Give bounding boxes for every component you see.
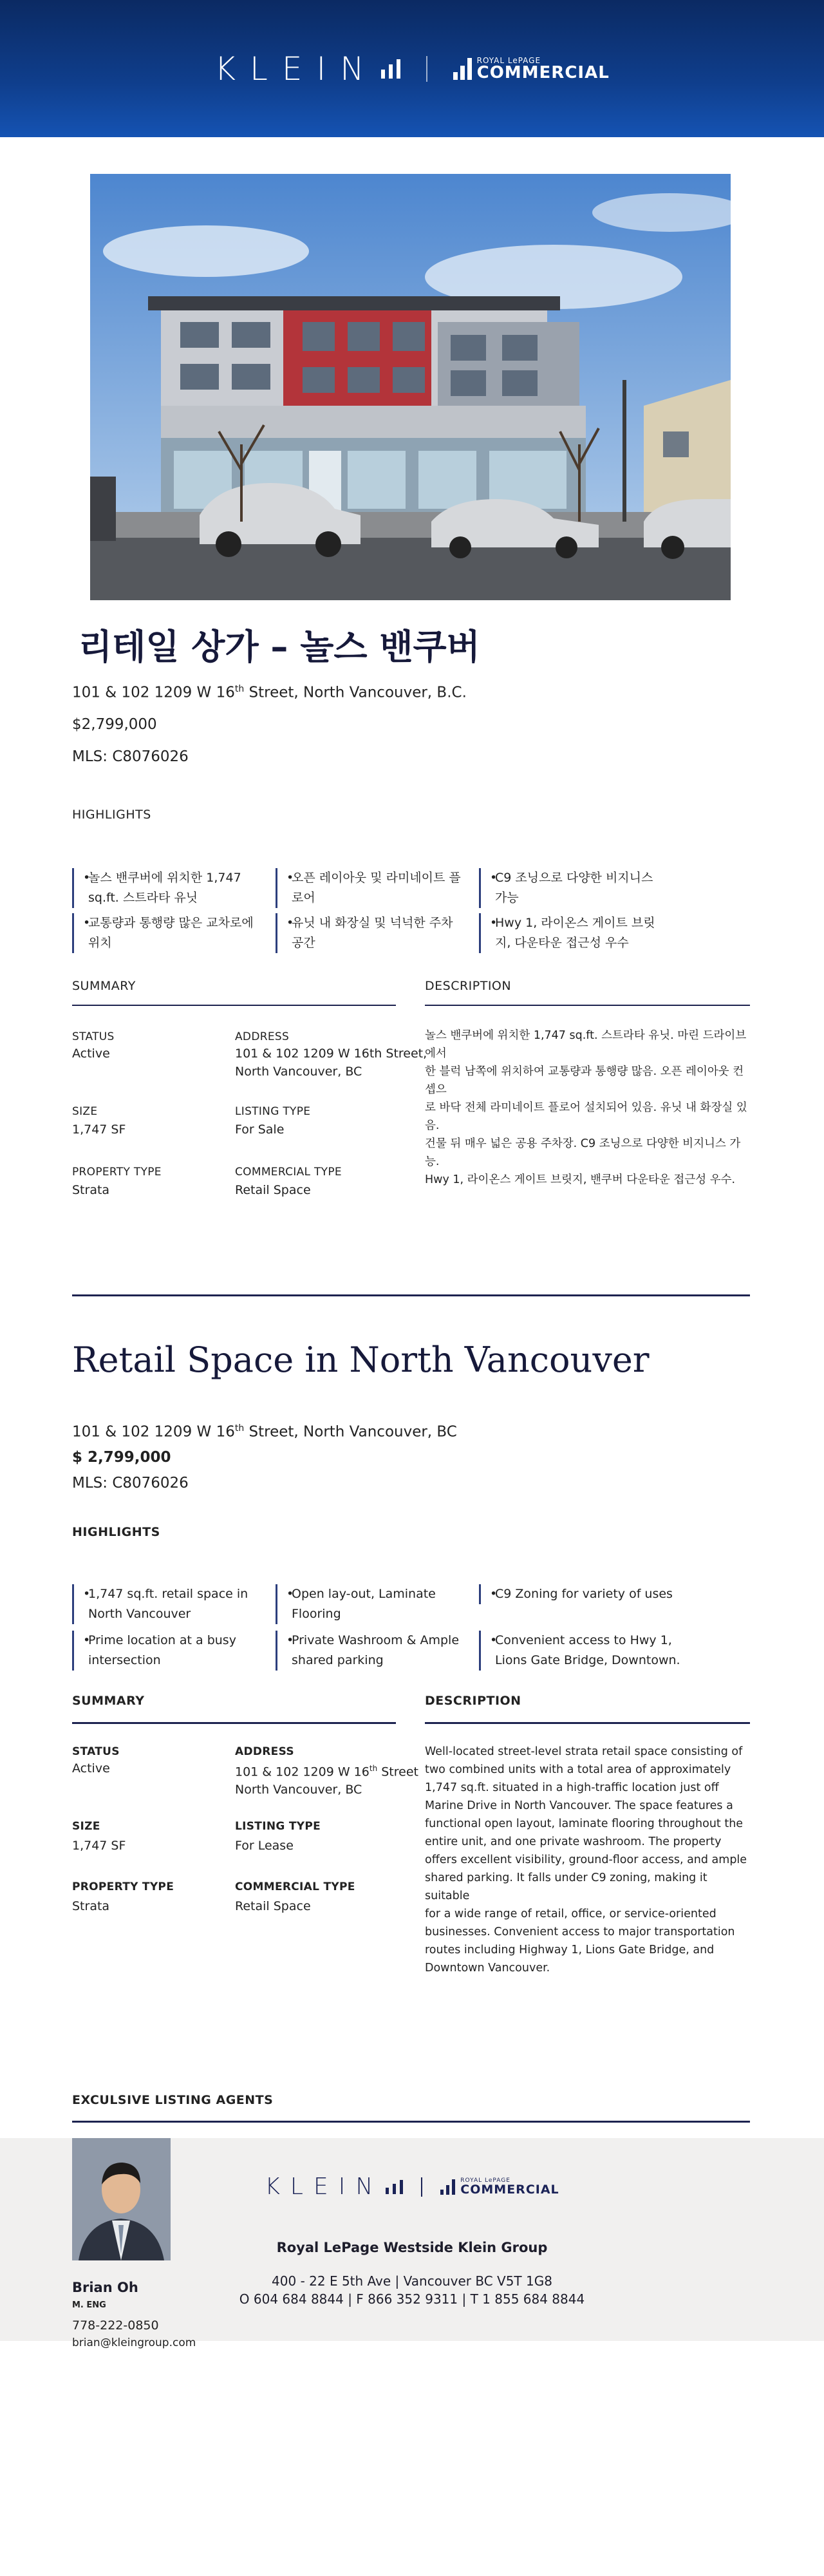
korean-highlight-item: • 오픈 레이아웃 및 라미네이트 플 로어 — [276, 868, 469, 908]
korean-description-text: 놀스 밴쿠버에 위치한 1,747 sq.ft. 스트라타 유닛. 마린 드라이브에서 한 블럭 남쪽에 위치하여 교통량과 통행량 많음. 오픈 레이아웃 컨셉으 로 바닥 전체 라미네이트 플로어 설치되어 있음. 유닛 내 화장실 있음. 건물 뒤 매우 넓은 공용 주차장. C9 조닝으로 다양한 비지니스 가능. Hwy 1, 라이온스 게이트 브릿지, 밴쿠버 다운타운 접근성 우수. — [425, 1029, 747, 1186]
english-highlight-item: • Open lay-out, Laminate Flooring — [276, 1584, 469, 1624]
en-address-key: ADDRESS — [235, 1745, 294, 1758]
korean-title: 리테일 상가 – 놀스 밴쿠버 — [79, 627, 480, 667]
en-size-key: SIZE — [72, 1820, 100, 1833]
kr-size-value: 1,747 SF — [72, 1122, 126, 1137]
kr-status-value: Active — [72, 1046, 110, 1061]
section-divider — [72, 1294, 750, 1296]
footer-partner-big-text: COMMERCIAL — [460, 2182, 559, 2197]
english-highlight-item: • Convenient access to Hwy 1, Lions Gate Bridge, Downtown. — [479, 1631, 691, 1671]
english-highlight-item: • Prime location at a busy intersection — [72, 1631, 265, 1671]
korean-highlight-item: • 교통량과 통행량 많은 교차로에 위치 — [72, 913, 265, 953]
english-summary-rule — [72, 1722, 396, 1724]
footer-logo-divider — [421, 2177, 422, 2197]
korean-highlight-item: • C9 조닝으로 다양한 비지니스 가능 — [479, 868, 672, 908]
en-status-value: Active — [72, 1761, 110, 1776]
royal-lepage-commercial-logo — [453, 57, 610, 81]
en-property-type-value: Strata — [72, 1899, 110, 1913]
korean-address: 101 & 102 1209 W 16th Street, North Vancouver, B.C. — [72, 684, 467, 701]
klein-bars-icon — [381, 59, 400, 79]
footer-phones: O 604 684 8844 | F 866 352 9311 | T 1 855 684 8844 — [239, 2291, 585, 2307]
english-description-label: DESCRIPTION — [425, 1694, 521, 1708]
kr-address-key: ADDRESS — [235, 1030, 290, 1043]
korean-highlight-item: • 놀스 밴쿠버에 위치한 1,747 sq.ft. 스트라타 유닛 — [72, 868, 265, 908]
logo-divider — [426, 56, 427, 82]
kr-listing-value: For Sale — [235, 1122, 285, 1137]
korean-mls: MLS: C8076026 — [72, 748, 189, 765]
english-mls: MLS: C8076026 — [72, 1475, 189, 1492]
partner-big-text: COMMERCIAL — [476, 62, 610, 82]
agent-credentials: M. ENG — [72, 2300, 106, 2310]
en-address-value: 101 & 102 1209 W 16th Street North Vancouver, BC — [235, 1764, 418, 1797]
footer-address: 400 - 22 E 5th Ave | Vancouver BC V5T 1G8 — [272, 2273, 552, 2289]
korean-highlight-item: • 유닛 내 화장실 및 넉넉한 주차 공간 — [276, 913, 469, 953]
english-title: Retail Space in North Vancouver — [72, 1340, 650, 1380]
english-address: 101 & 102 1209 W 16th Street, North Vancouver, BC — [72, 1423, 457, 1441]
kr-property-type-key: PROPERTY TYPE — [72, 1166, 162, 1179]
en-listing-key: LISTING TYPE — [235, 1820, 321, 1833]
en-commercial-type-key: COMMERCIAL TYPE — [235, 1880, 355, 1893]
footer-logo — [0, 2174, 824, 2200]
korean-description-label: DESCRIPTION — [425, 979, 512, 993]
kr-commercial-type-key: COMMERCIAL TYPE — [235, 1166, 342, 1179]
en-commercial-type-value: Retail Space — [235, 1899, 311, 1913]
header-logo — [214, 50, 610, 88]
kr-status-key: STATUS — [72, 1030, 115, 1043]
korean-price: $2,799,000 — [72, 716, 157, 733]
footer-company: Royal LePage Westside Klein Group — [276, 2240, 548, 2255]
english-description-rule — [425, 1722, 750, 1724]
korean-highlights-label: HIGHLIGHTS — [72, 808, 151, 822]
en-property-type-key: PROPERTY TYPE — [72, 1880, 174, 1893]
english-description-text: Well-located street-level strata retail space consisting of two combined units with a total area of approximately 1,747 sq.ft. situated in a high-traffic location just off Marine Drive in North Vancouver. The space features a functional open layout, laminate flooring throughout the entire unit, and one private washroom. The property offers excellent visibility, ground-floor access, and ample shared parking. It falls under C9 zoning, making it suitable for a wide range of retail, office, or service-oriented businesses. Convenient access to major transportation routes including Highway 1, Lions Gate Bridge, and Downtown Vancouver. — [425, 1745, 747, 1975]
en-listing-value: For Lease — [235, 1839, 294, 1853]
footer-royal-lepage-mark-icon — [440, 2179, 455, 2195]
partner-small-text: ROYAL LePAGE — [476, 55, 541, 65]
agent-email[interactable]: brian@kleingroup.com — [72, 2336, 196, 2349]
korean-description-rule — [425, 1005, 750, 1006]
kr-listing-key: LISTING TYPE — [235, 1105, 311, 1118]
footer-partner-small-text: ROYAL LePAGE — [460, 2177, 510, 2184]
english-price: $ 2,799,000 — [72, 1449, 171, 1466]
english-highlight-item: • Private Washroom & Ample shared parking — [276, 1631, 469, 1671]
en-status-key: STATUS — [72, 1745, 120, 1758]
agent-phone[interactable]: 778-222-0850 — [72, 2318, 159, 2333]
kr-size-key: SIZE — [72, 1105, 98, 1118]
property-photo — [90, 174, 731, 600]
korean-summary-rule — [72, 1005, 396, 1006]
english-highlight-item: • C9 Zoning for variety of uses — [479, 1584, 685, 1604]
footer-klein-wordmark: KLEIN — [265, 2174, 384, 2200]
english-highlight-item: • 1,747 sq.ft. retail space in North Vancouver — [72, 1584, 265, 1624]
listing-agents-label: EXCULSIVE LISTING AGENTS — [72, 2093, 274, 2107]
footer-royal-lepage-logo — [440, 2178, 559, 2196]
english-highlights-label: HIGHLIGHTS — [72, 1525, 160, 1539]
english-summary-label: SUMMARY — [72, 1694, 145, 1708]
agents-rule — [72, 2121, 750, 2123]
korean-summary-label: SUMMARY — [72, 979, 136, 993]
klein-wordmark: KLEIN — [214, 50, 379, 88]
agent-name: Brian Oh — [72, 2280, 138, 2295]
en-size-value: 1,747 SF — [72, 1839, 126, 1853]
kr-property-type-value: Strata — [72, 1183, 110, 1197]
korean-highlight-item: • Hwy 1, 라이온스 게이트 브릿 지, 다운타운 접근성 우수 — [479, 913, 672, 953]
royal-lepage-mark-icon — [453, 58, 472, 80]
page-header — [0, 0, 824, 137]
kr-address-value: 101 & 102 1209 W 16th Street, North Vancouver, BC — [235, 1046, 427, 1079]
kr-commercial-type-value: Retail Space — [235, 1183, 311, 1197]
footer-klein-bars-icon — [386, 2180, 403, 2194]
